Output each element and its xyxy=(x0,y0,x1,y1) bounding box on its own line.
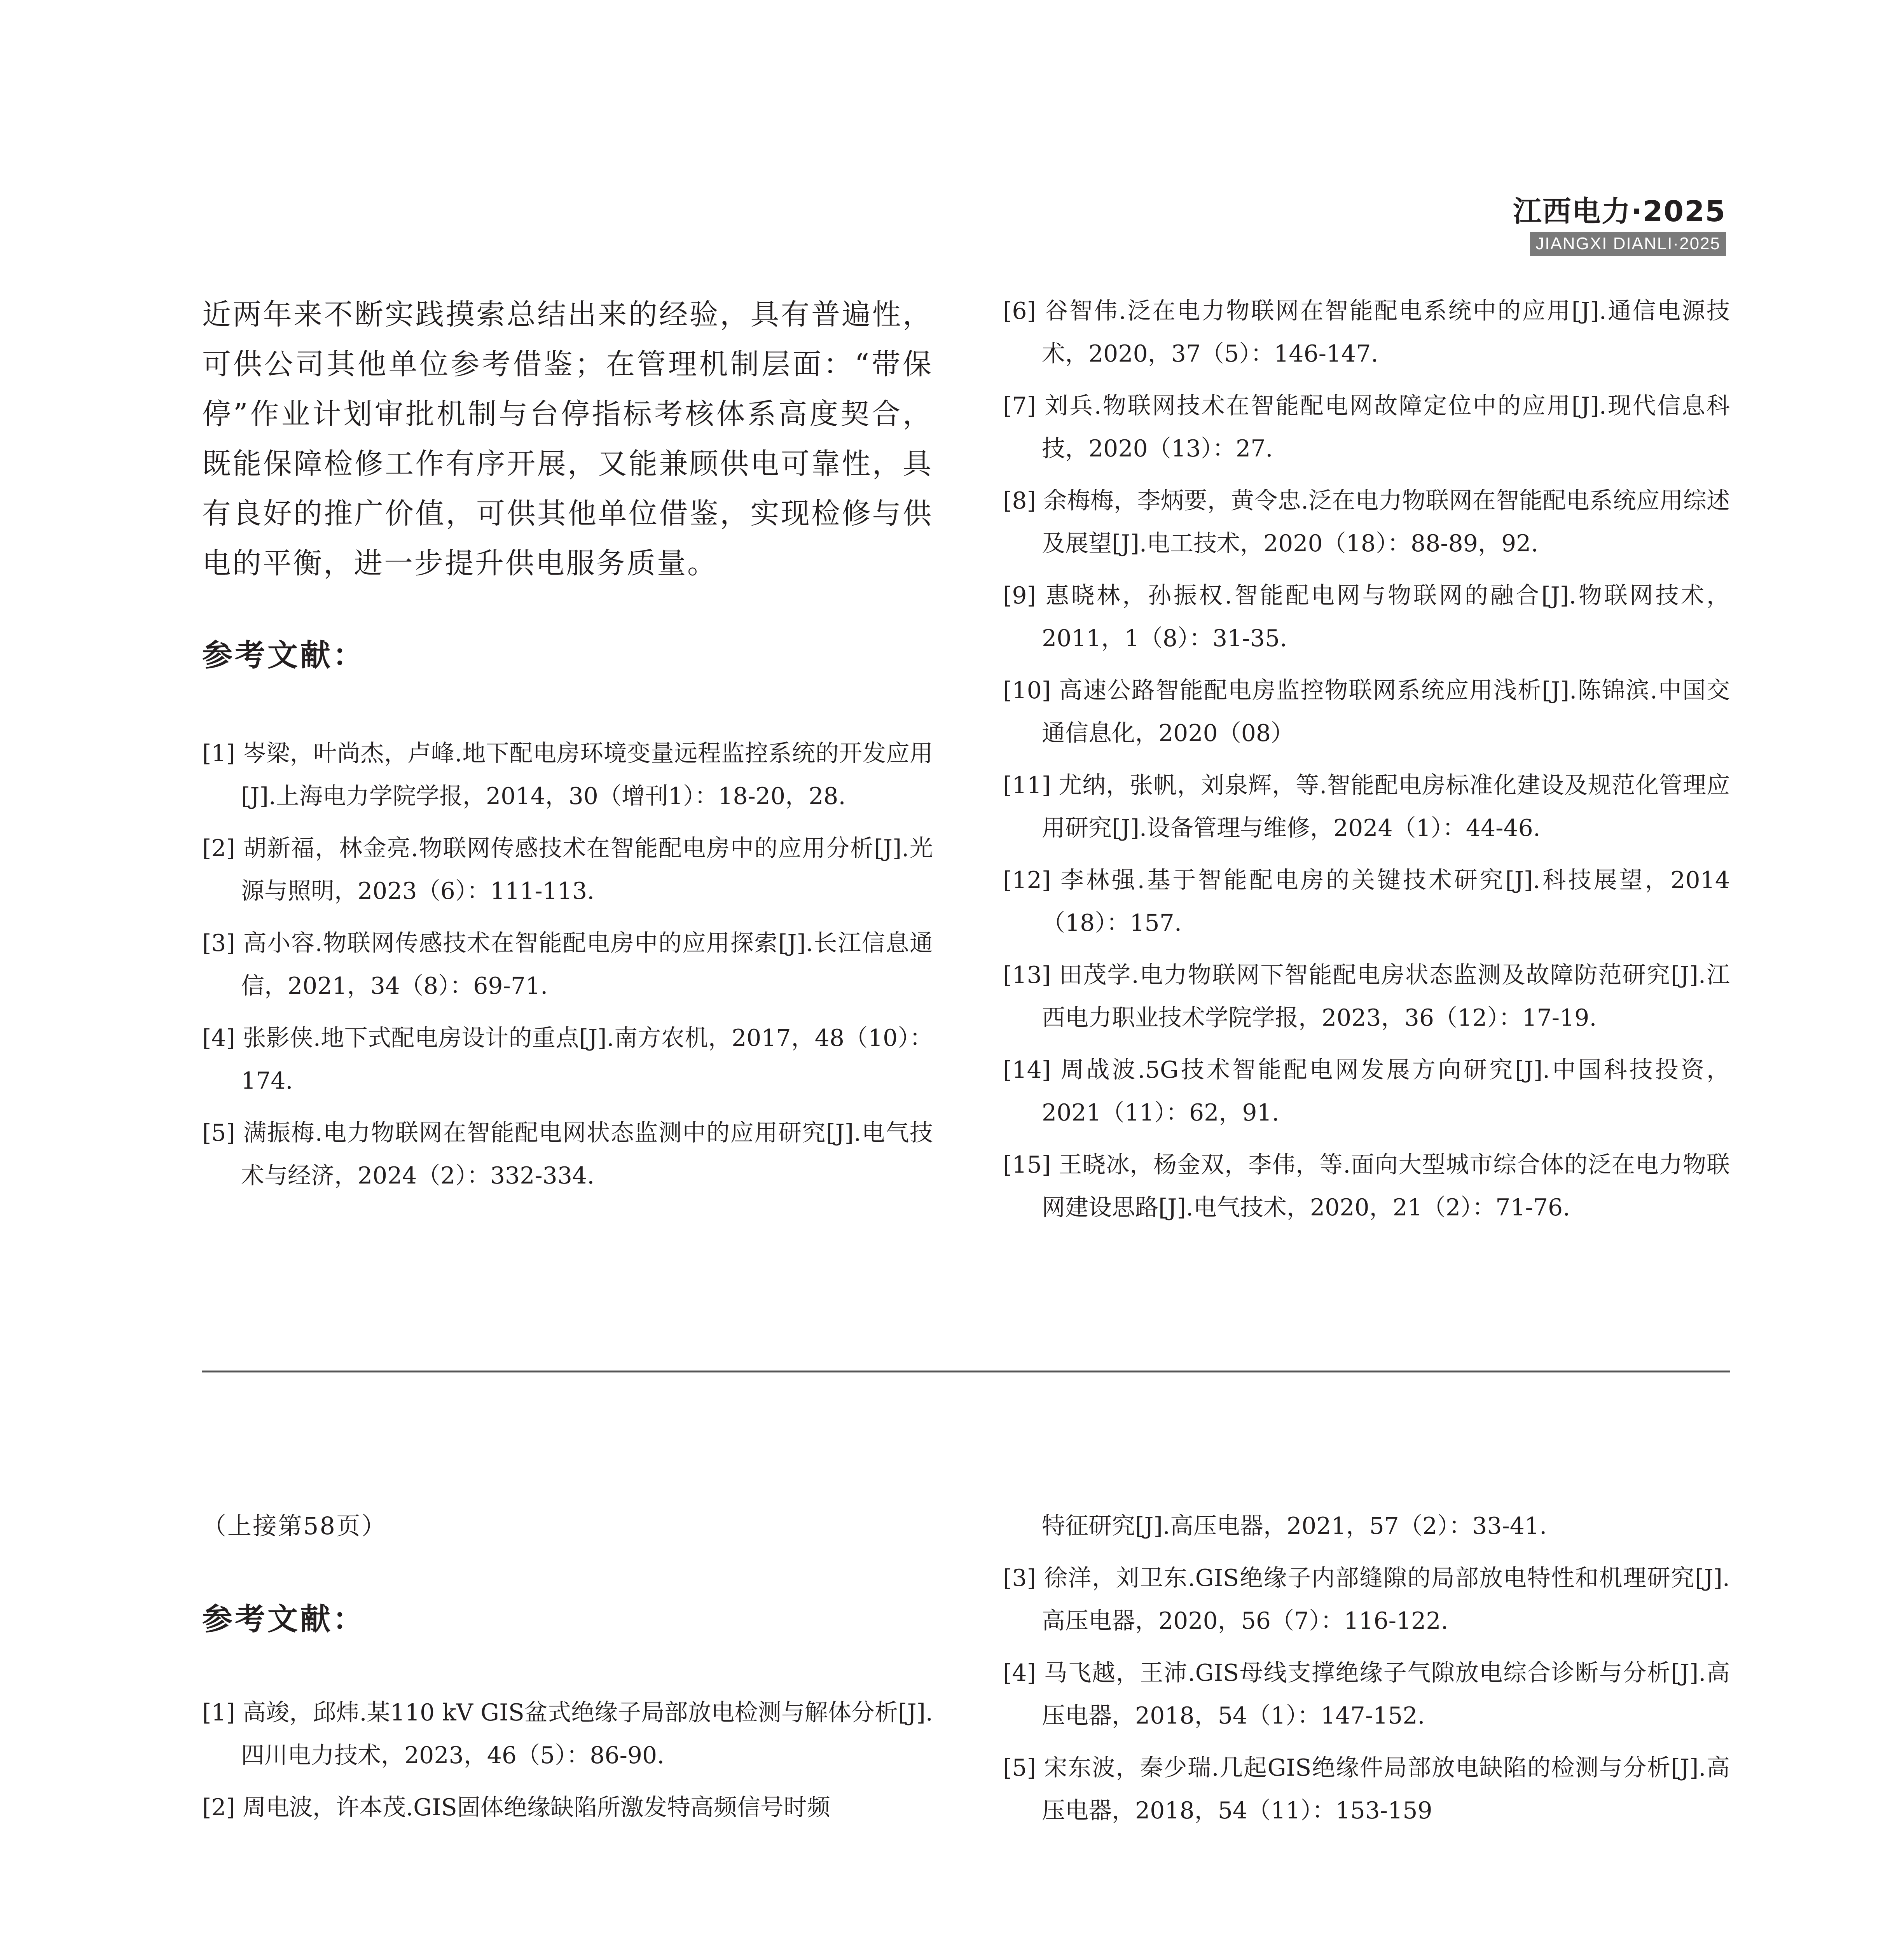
journal-title: 江西电力·2025 xyxy=(1513,195,1726,228)
journal-subtitle: JIANGXI DIANLI·2025 xyxy=(1530,232,1726,256)
reference-item: [6] 谷智伟.泛在电力物联网在智能配电系统中的应用[J].通信电源技术，2020，37（5）：146-147. xyxy=(1003,297,1730,367)
reference-item: [13] 田茂学.电力物联网下智能配电房状态监测及故障防范研究[J].江西电力职业技术学院学报，2023，36（12）：17-19. xyxy=(1003,962,1730,1031)
body-paragraph: 近两年来不断实践摸索总结出来的经验，具有普遍性，可供公司其他单位参考借鉴；在管理机制层面：“带保停”作业计划审批机制与台停指标考核体系高度契合，既能保障检修工作有序开展，又能兼顾供电可靠性，具有良好的推广价值，可供其他单位借鉴，实现检修与供电的平衡，进一步提升供电服务质量。 xyxy=(202,298,933,580)
top-left-column xyxy=(202,290,933,1206)
section-divider xyxy=(202,1371,1730,1372)
reference-item: [9] 惠晓林，孙振权.智能配电网与物联网的融合[J].物联网技术，2011，1（8）：31-35. xyxy=(1003,582,1730,652)
reference-item: [1] 高竣，邱炜.某110 kV GIS盆式绝缘子局部放电检测与解体分析[J].四川电力技术，2023，46（5）：86-90. xyxy=(202,1699,933,1769)
reference-item: [5] 宋东波，秦少瑞.几起GIS绝缘件局部放电缺陷的检测与分析[J].高压电器，2018，54（11）：153-159 xyxy=(1003,1754,1730,1824)
reference-item: [3] 徐洋，刘卫东.GIS绝缘子内部缝隙的局部放电特性和机理研究[J].高压电器，2020，56（7）：116-122. xyxy=(1003,1565,1730,1635)
reference-item: [2] 胡新福，林金亮.物联网传感技术在智能配电房中的应用分析[J].光源与照明，2023（6）：111-113. xyxy=(202,835,933,905)
reference-item: [15] 王晓冰，杨金双，李伟，等.面向大型城市综合体的泛在电力物联网建设思路[J].电气技术，2020，21（2）：71-76. xyxy=(1003,1151,1730,1221)
continued-from-note: （上接第58页） xyxy=(202,1512,387,1540)
reference-item: [2] 周电波，许本茂.GIS固体绝缘缺陷所激发特高频信号时频 xyxy=(202,1794,830,1821)
reference-item: [4] 张影侠.地下式配电房设计的重点[J].南方农机，2017，48（10）：174. xyxy=(202,1024,933,1094)
reference-list xyxy=(1003,290,1730,1229)
reference-item: [3] 高小容.物联网传感技术在智能配电房中的应用探索[J].长江信息通信，2021，34（8）：69-71. xyxy=(202,930,933,1000)
reference-item: [14] 周战波.5G技术智能配电网发展方向研究[J].中国科技投资，2021（11）：62，91. xyxy=(1003,1056,1730,1126)
references-heading: 参考文献： xyxy=(202,1602,366,1637)
bottom-left-column xyxy=(202,1505,933,1838)
reference-item: [7] 刘兵.物联网技术在智能配电网故障定位中的应用[J].现代信息科技，2020（13）：27. xyxy=(1003,392,1730,462)
references-heading: 参考文献： xyxy=(202,638,366,673)
reference-item: [1] 岑梁，叶尚杰，卢峰.地下配电房环境变量远程监控系统的开发应用[J].上海电力学院学报，2014，30（增刊1）：18-20，28. xyxy=(202,740,933,810)
reference-item-continued: 特征研究[J].高压电器，2021，57（2）：33-41. xyxy=(1042,1512,1547,1540)
reference-list xyxy=(202,732,933,1197)
reference-list xyxy=(1003,1505,1730,1832)
reference-item: [12] 李林强.基于智能配电房的关键技术研究[J].科技展望，2014（18）：157. xyxy=(1003,867,1730,937)
reference-item: [8] 余梅梅，李炳要，黄令忠.泛在电力物联网在智能配电系统应用综述及展望[J].电工技术，2020（18）：88-89，92. xyxy=(1003,487,1730,557)
journal-header xyxy=(1513,194,1726,256)
top-right-column xyxy=(1003,290,1730,1238)
reference-list xyxy=(202,1691,933,1829)
reference-item: [11] 尤纳，张帆，刘泉辉，等.智能配电房标准化建设及规范化管理应用研究[J].设备管理与维修，2024（1）：44-46. xyxy=(1003,772,1730,842)
reference-item: [5] 满振梅.电力物联网在智能配电网状态监测中的应用研究[J].电气技术与经济，2024（2）：332-334. xyxy=(202,1119,933,1189)
bottom-right-column xyxy=(1003,1505,1730,1841)
reference-item: [10] 高速公路智能配电房监控物联网系统应用浅析[J].陈锦滨.中国交通信息化，2020（08） xyxy=(1003,677,1730,747)
reference-item: [4] 马飞越，王沛.GIS母线支撑绝缘子气隙放电综合诊断与分析[J].高压电器，2018，54（1）：147-152. xyxy=(1003,1659,1730,1729)
